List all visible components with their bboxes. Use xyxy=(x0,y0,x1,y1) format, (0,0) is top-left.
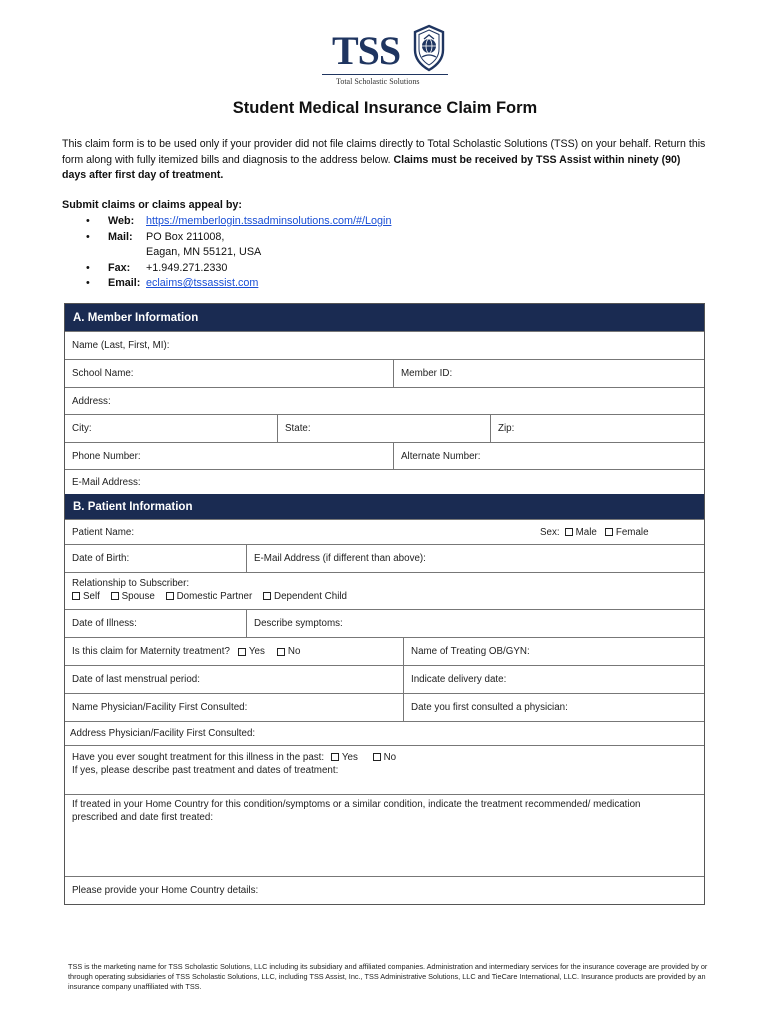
phone-label: Phone Number: xyxy=(72,450,141,462)
claim-form-table xyxy=(64,303,705,905)
first-physician-field[interactable] xyxy=(65,694,403,721)
dependent-child-label: Dependent Child xyxy=(274,591,347,602)
submit-email xyxy=(86,276,391,292)
tss-logo xyxy=(322,22,450,86)
self-checkbox[interactable] xyxy=(72,592,80,600)
footer-disclaimer: TSS is the marketing name for TSS Scholastic Solutions, LLC including its subsidiary and affiliated companies. Administration and intermediary services for the insurance coverage are provided by or through operating subsidiaries of TSS Scholastic Solutions, LLC, including TSS Assist, Inc., TSS Administrative Solutions, LLC and TieCare International, LLC. Insurance products are provided by an insurance company unaffiliated with TSS. xyxy=(68,962,708,992)
spouse-checkbox[interactable] xyxy=(111,592,119,600)
female-label: Female xyxy=(615,526,649,538)
past-yes-checkbox[interactable] xyxy=(331,753,339,761)
web-label: Web: xyxy=(108,215,135,227)
row-email xyxy=(65,469,704,494)
maternity-question: Is this claim for Maternity treatment? xyxy=(72,646,230,657)
member-id-label: Member ID: xyxy=(401,368,453,379)
zip-label: Zip: xyxy=(498,423,515,434)
section-a-header: A. Member Information xyxy=(65,304,704,331)
fax-value: +1.949.271.2330 xyxy=(146,261,228,274)
phone-field[interactable] xyxy=(65,443,393,469)
row-home-country-treatment xyxy=(65,794,704,876)
domestic-partner-checkbox[interactable] xyxy=(166,592,174,600)
past-treatment-question-line xyxy=(72,751,396,764)
mail-label: Mail: xyxy=(108,230,133,243)
intro-deadline: Claims must be received by TSS Assist within ninety (90) days after first day of treatment. xyxy=(62,153,681,181)
school-name-label: School Name: xyxy=(72,368,134,379)
home-country-treatment-label: If treated in your Home Country for this condition/symptoms or a similar condition, indicate the treatment recommended/ medication prescribed and date first treated: xyxy=(72,799,641,823)
symptoms-label: Describe symptoms: xyxy=(254,618,343,629)
section-b-header: B. Patient Information xyxy=(65,494,704,519)
past-no-label: No xyxy=(383,752,397,763)
member-email-field[interactable] xyxy=(65,470,704,494)
domestic-partner-label: Domestic Partner xyxy=(176,591,253,602)
dob-label: Date of Birth: xyxy=(72,553,130,564)
row-first-address xyxy=(65,721,704,745)
submit-mail-2 xyxy=(86,245,391,261)
relationship-label: Relationship to Subscriber: xyxy=(72,578,190,589)
patient-name-label: Patient Name: xyxy=(72,526,135,538)
row-phone xyxy=(65,442,704,469)
bullet-icon: • xyxy=(86,277,90,289)
email-label: Email: xyxy=(108,277,141,289)
maternity-no-label: No xyxy=(287,646,301,657)
submit-mail xyxy=(86,230,391,246)
past-treatment-question: Have you ever sought treatment for this illness in the past: xyxy=(72,752,325,763)
logo-divider xyxy=(322,74,448,75)
state-label: State: xyxy=(285,423,311,434)
first-consult-date-label: Date you first consulted a physician: xyxy=(411,702,568,713)
row-address xyxy=(65,387,704,414)
delivery-date-label: Indicate delivery date: xyxy=(411,674,507,685)
bullet-icon: • xyxy=(86,215,90,227)
row-relationship xyxy=(65,572,704,609)
illness-date-label: Date of Illness: xyxy=(72,618,137,629)
row-patient-name xyxy=(65,519,704,544)
submit-title: Submit claims or claims appeal by: xyxy=(62,199,243,211)
member-email-label: E-Mail Address: xyxy=(72,476,141,488)
male-checkbox[interactable] xyxy=(565,528,573,536)
ob-gyn-field[interactable] xyxy=(403,638,704,665)
alt-phone-field[interactable] xyxy=(393,443,704,469)
dependent-child-checkbox[interactable] xyxy=(263,592,271,600)
sex-field xyxy=(533,520,704,544)
row-past-treatment xyxy=(65,745,704,794)
zip-field[interactable] xyxy=(490,415,704,442)
alt-phone-label: Alternate Number: xyxy=(401,450,481,462)
first-address-field[interactable] xyxy=(65,722,704,745)
patient-name-field[interactable] xyxy=(65,520,533,544)
self-label: Self xyxy=(83,591,100,602)
mail-line2: Eagan, MN 55121, USA xyxy=(146,246,262,258)
home-country-details-label: Please provide your Home Country details: xyxy=(72,885,259,896)
first-address-label: Address Physician/Facility First Consulted: xyxy=(70,728,256,739)
spouse-label: Spouse xyxy=(121,591,155,602)
row-first-physician xyxy=(65,693,704,721)
row-city xyxy=(65,414,704,442)
delivery-date-field[interactable] xyxy=(403,666,704,693)
relationship-options xyxy=(72,590,347,603)
city-field[interactable] xyxy=(65,415,277,442)
address-field[interactable] xyxy=(65,388,704,414)
bullet-icon: • xyxy=(86,261,90,274)
male-label: Male xyxy=(575,526,597,538)
relationship-field xyxy=(65,573,704,609)
ob-gyn-label: Name of Treating OB/GYN: xyxy=(411,646,530,657)
logo-subtitle: Total Scholastic Solutions xyxy=(336,77,420,86)
home-country-treatment-field[interactable] xyxy=(65,795,704,876)
menstrual-label: Date of last menstrual period: xyxy=(72,674,200,685)
row-illness xyxy=(65,609,704,637)
first-consult-date-field[interactable] xyxy=(403,694,704,721)
submit-methods-list xyxy=(86,214,391,292)
intro-text: This claim form is to be used only if your provider did not file claims directly to Total Scholastic Solutions (TSS) on your behalf. Return this form along with fully itemized bills and diagnosis to the address below. xyxy=(62,138,706,166)
home-country-details-field[interactable] xyxy=(65,877,704,904)
past-yes-label: Yes xyxy=(341,752,358,763)
member-name-field[interactable] xyxy=(65,332,704,359)
past-treatment-detail: If yes, please describe past treatment and dates of treatment: xyxy=(72,765,339,776)
member-name-label: Name (Last, First, MI): xyxy=(72,340,170,351)
past-no-checkbox[interactable] xyxy=(373,753,381,761)
sex-label: Sex: xyxy=(540,526,560,538)
patient-email-label: E-Mail Address (if different than above): xyxy=(254,553,426,564)
maternity-yes-label: Yes xyxy=(248,646,265,657)
fax-label: Fax: xyxy=(108,261,131,274)
menstrual-field[interactable] xyxy=(65,666,403,693)
state-field[interactable] xyxy=(277,415,490,442)
patient-email-field[interactable] xyxy=(246,545,704,572)
first-physician-label: Name Physician/Facility First Consulted: xyxy=(72,702,248,713)
row-menstrual xyxy=(65,665,704,693)
city-label: City: xyxy=(72,423,92,434)
symptoms-field[interactable] xyxy=(246,610,704,637)
intro-paragraph xyxy=(62,137,707,184)
member-id-field[interactable] xyxy=(393,360,704,387)
row-member-name xyxy=(65,331,704,359)
submit-web xyxy=(86,214,391,230)
maternity-yes-checkbox[interactable] xyxy=(238,648,246,656)
shield-globe-icon xyxy=(412,24,446,72)
form-title: Student Medical Insurance Claim Form xyxy=(232,99,538,117)
submit-fax xyxy=(86,261,391,277)
address-label: Address: xyxy=(72,395,111,407)
web-link[interactable]: https://memberlogin.tssadminsolutions.com/#/Login xyxy=(146,215,392,227)
maternity-no-checkbox[interactable] xyxy=(277,648,285,656)
mail-line1: PO Box 211008, xyxy=(146,230,225,243)
maternity-field xyxy=(65,638,403,665)
row-maternity xyxy=(65,637,704,665)
row-dob xyxy=(65,544,704,572)
row-school xyxy=(65,359,704,387)
school-name-field[interactable] xyxy=(65,360,393,387)
logo-text: TSS xyxy=(332,28,401,73)
row-home-country-details xyxy=(65,876,704,904)
illness-date-field[interactable] xyxy=(65,610,246,637)
female-checkbox[interactable] xyxy=(605,528,613,536)
past-treatment-field[interactable] xyxy=(65,746,704,794)
bullet-icon: • xyxy=(86,230,90,243)
email-link[interactable]: eclaims@tssassist.com xyxy=(146,277,259,289)
dob-field[interactable] xyxy=(65,545,246,572)
